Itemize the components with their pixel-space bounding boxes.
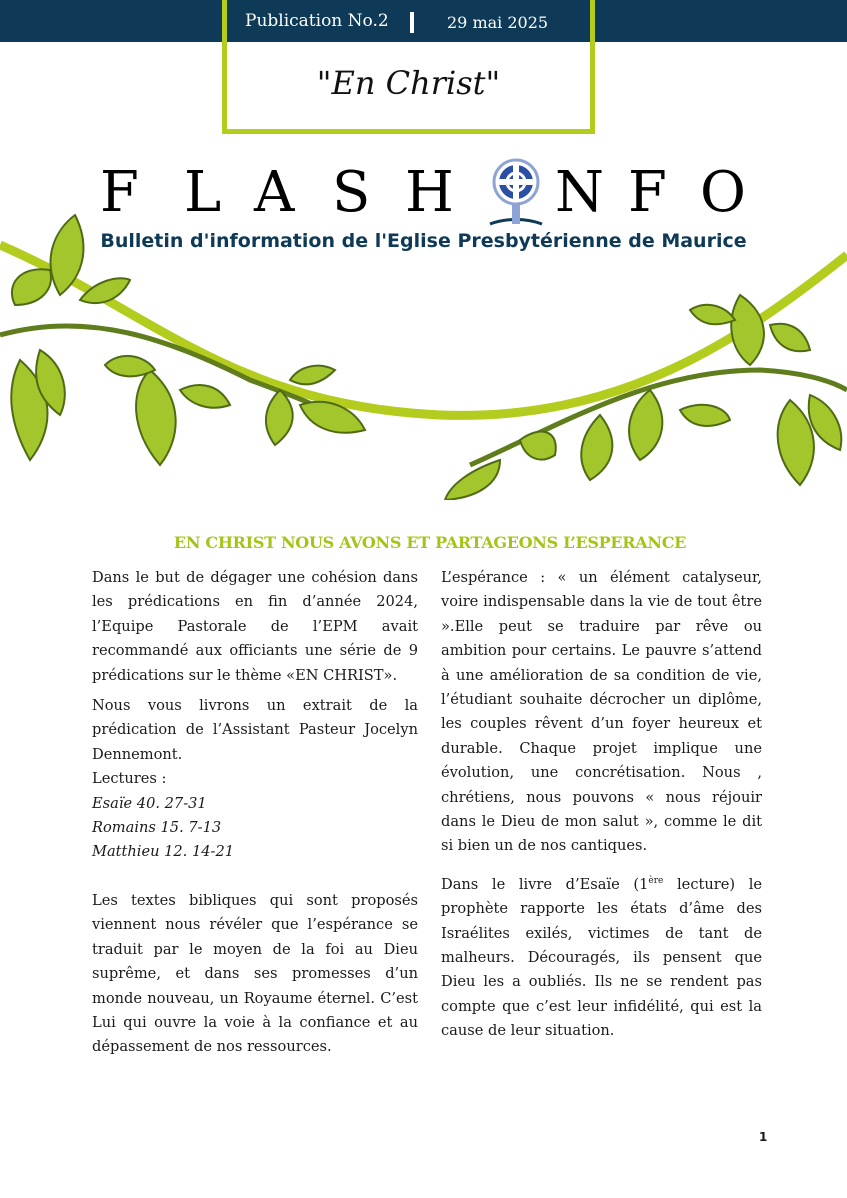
masthead-letter: N [555,160,604,225]
masthead-letter: F [100,160,139,225]
paragraph: Les textes bibliques qui sont proposés viennent nous révéler que l’espérance se traduit par le moyen de la foi au Dieu suprême, et dans ses promesses d’un monde nouveau, un Royaume éternel. C’est Lui qui ouvre la voie à la confiance et au dépassement de nos ressources. [92,891,418,1056]
theme-title: "En Christ" [316,64,501,102]
masthead-letter: S [332,160,371,225]
page-number: 1 [759,1130,768,1144]
superscript: ère [648,875,664,886]
masthead-letter: H [405,160,454,225]
lecture-reference: Esaïe 40. 27-31 [92,794,207,812]
lecture-reference: Romains 15. 7-13 [92,819,222,837]
masthead-letter: O [700,160,746,225]
paragraph [441,869,762,1044]
paragraph-rest: lecture) le prophète rapporte les états d’âme des Israélites exilés, victimes de tant de malheurs. Découragés, ils pensent que Dieu les a oubliés. Ils ne se rendent pas compte que c’est leur infidélité, qui est la cause de leur situation. [441,875,762,1040]
masthead-subtitle: Bulletin d'information de l'Eglise Presbytérienne de Maurice [100,230,747,252]
masthead-letter: F [628,160,667,225]
publication-number: Publication No.2 [245,11,389,31]
paragraph: Dans le but de dégager une cohésion dans les prédications en fin d’année 2024, l’Equipe Pastorale de l’EPM avait recommandé aux officiants une série de 9 prédications sur le thème «EN CHRIST». [92,569,418,684]
title-box [222,0,595,134]
publication-date: 29 mai 2025 [447,13,549,32]
masthead-title [100,158,760,228]
church-logo-icon [486,158,546,230]
article-column-right [441,566,762,1044]
lecture-reference: Matthieu 12. 14-21 [92,843,235,861]
paragraph: Nous vous livrons un extrait de la prédication de l’Assistant Pasteur Jocelyn Dennemont. [92,697,418,763]
article-heading: EN CHRIST NOUS AVONS ET PARTAGEONS L’ESPERANCE [173,533,687,552]
paragraph-start: Dans le livre d’Esaïe (1 [441,875,649,893]
lectures-label: Lectures : [92,770,167,788]
masthead-letter: L [184,160,222,225]
separator-bar [410,12,414,33]
article-column-left [92,566,418,1060]
paragraph: L’espérance : « un élément catalyseur, voire indispensable dans la vie de tout être ».Elle peut se traduire par rêve ou ambition pour certains. Le pauvre s’attend à une amélioration de sa condition de vie, l’étudiant souhaite décrocher un diplôme, les couples rêvent d’un foyer heureux et durable. Chaque projet implique une évolution, une concrétisation. Nous , chrétiens, nous pouvons « nous réjouir dans le Dieu de mon salut », comme le dit si bien un de nos cantiques. [441,569,762,855]
masthead-letter: A [254,160,295,225]
